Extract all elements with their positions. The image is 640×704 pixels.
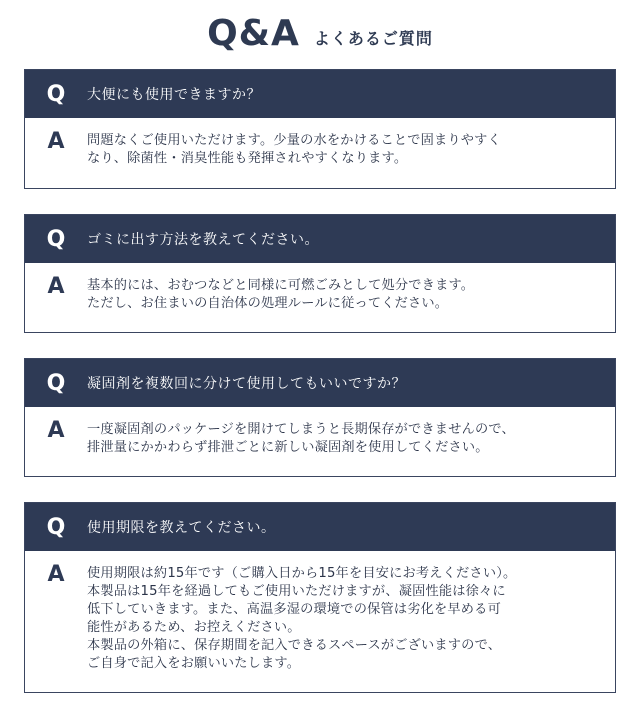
answer-line: 本製品は15年を経過してもご使用いただけますが、凝固性能は徐々に xyxy=(87,584,506,599)
q-mark: Q xyxy=(46,81,66,107)
qa-heading: Q&A xyxy=(207,12,300,54)
answer-line: 使用期限は約15年です（ご購入日から15年を目安にお考えください）。 xyxy=(87,566,517,581)
answer-line: 問題なくご使用いただけます。少量の水をかけることで固まりやすく xyxy=(87,133,501,148)
faq-item-1 xyxy=(24,69,616,189)
a-mark: A xyxy=(47,562,65,587)
answer-line: 排泄量にかかわらず排泄ごとに新しい凝固剤を使用してください。 xyxy=(87,440,489,455)
question-text: 凝固剤を複数回に分けて使用してもいいですか？ xyxy=(87,376,406,392)
answer-text xyxy=(87,132,615,168)
q-mark: Q xyxy=(46,514,66,540)
answer-line: ご自身で記入をお願いいたします。 xyxy=(87,656,301,671)
page-subtitle: よくあるご質問 xyxy=(313,28,433,48)
question-bar xyxy=(25,359,615,407)
answer-line: 本製品の外箱に、保存期間を記入できるスペースがございますので、 xyxy=(87,638,502,653)
question-text: 大便にも使用できますか？ xyxy=(87,87,261,103)
answer-line: ただし、お住まいの自治体の処理ルールに従ってください。 xyxy=(87,296,449,311)
page-header xyxy=(0,8,640,58)
faq-item-2 xyxy=(24,214,616,333)
answer-line: 一度凝固剤のパッケージを開けてしまうと長期保存ができませんので、 xyxy=(87,422,515,437)
a-mark: A xyxy=(47,274,65,299)
answer-line: 能性があるため、お控えください。 xyxy=(87,620,301,635)
answer-body xyxy=(25,407,615,467)
a-mark: A xyxy=(47,418,65,443)
answer-text xyxy=(87,565,615,673)
a-mark: A xyxy=(47,129,65,154)
answer-line: なり、除菌性・消臭性能も発揮されやすくなります。 xyxy=(87,151,408,166)
answer-line: 低下していきます。また、高温多湿の環境での保管は劣化を早める可 xyxy=(87,602,501,617)
answer-line: 基本的には、おむつなどと同様に可燃ごみとして処分できます。 xyxy=(87,278,475,293)
faq-item-4 xyxy=(24,502,616,693)
question-bar xyxy=(25,215,615,263)
answer-body xyxy=(25,118,615,178)
answer-body xyxy=(25,263,615,323)
faq-item-3 xyxy=(24,358,616,477)
question-bar xyxy=(25,70,615,118)
answer-body xyxy=(25,551,615,683)
question-text: 使用期限を教えてください。 xyxy=(87,520,276,536)
answer-text xyxy=(87,421,615,457)
answer-text xyxy=(87,277,615,313)
q-mark: Q xyxy=(46,226,66,252)
q-mark: Q xyxy=(46,370,66,396)
question-bar xyxy=(25,503,615,551)
question-text: ゴミに出す方法を教えてください。 xyxy=(87,232,319,248)
